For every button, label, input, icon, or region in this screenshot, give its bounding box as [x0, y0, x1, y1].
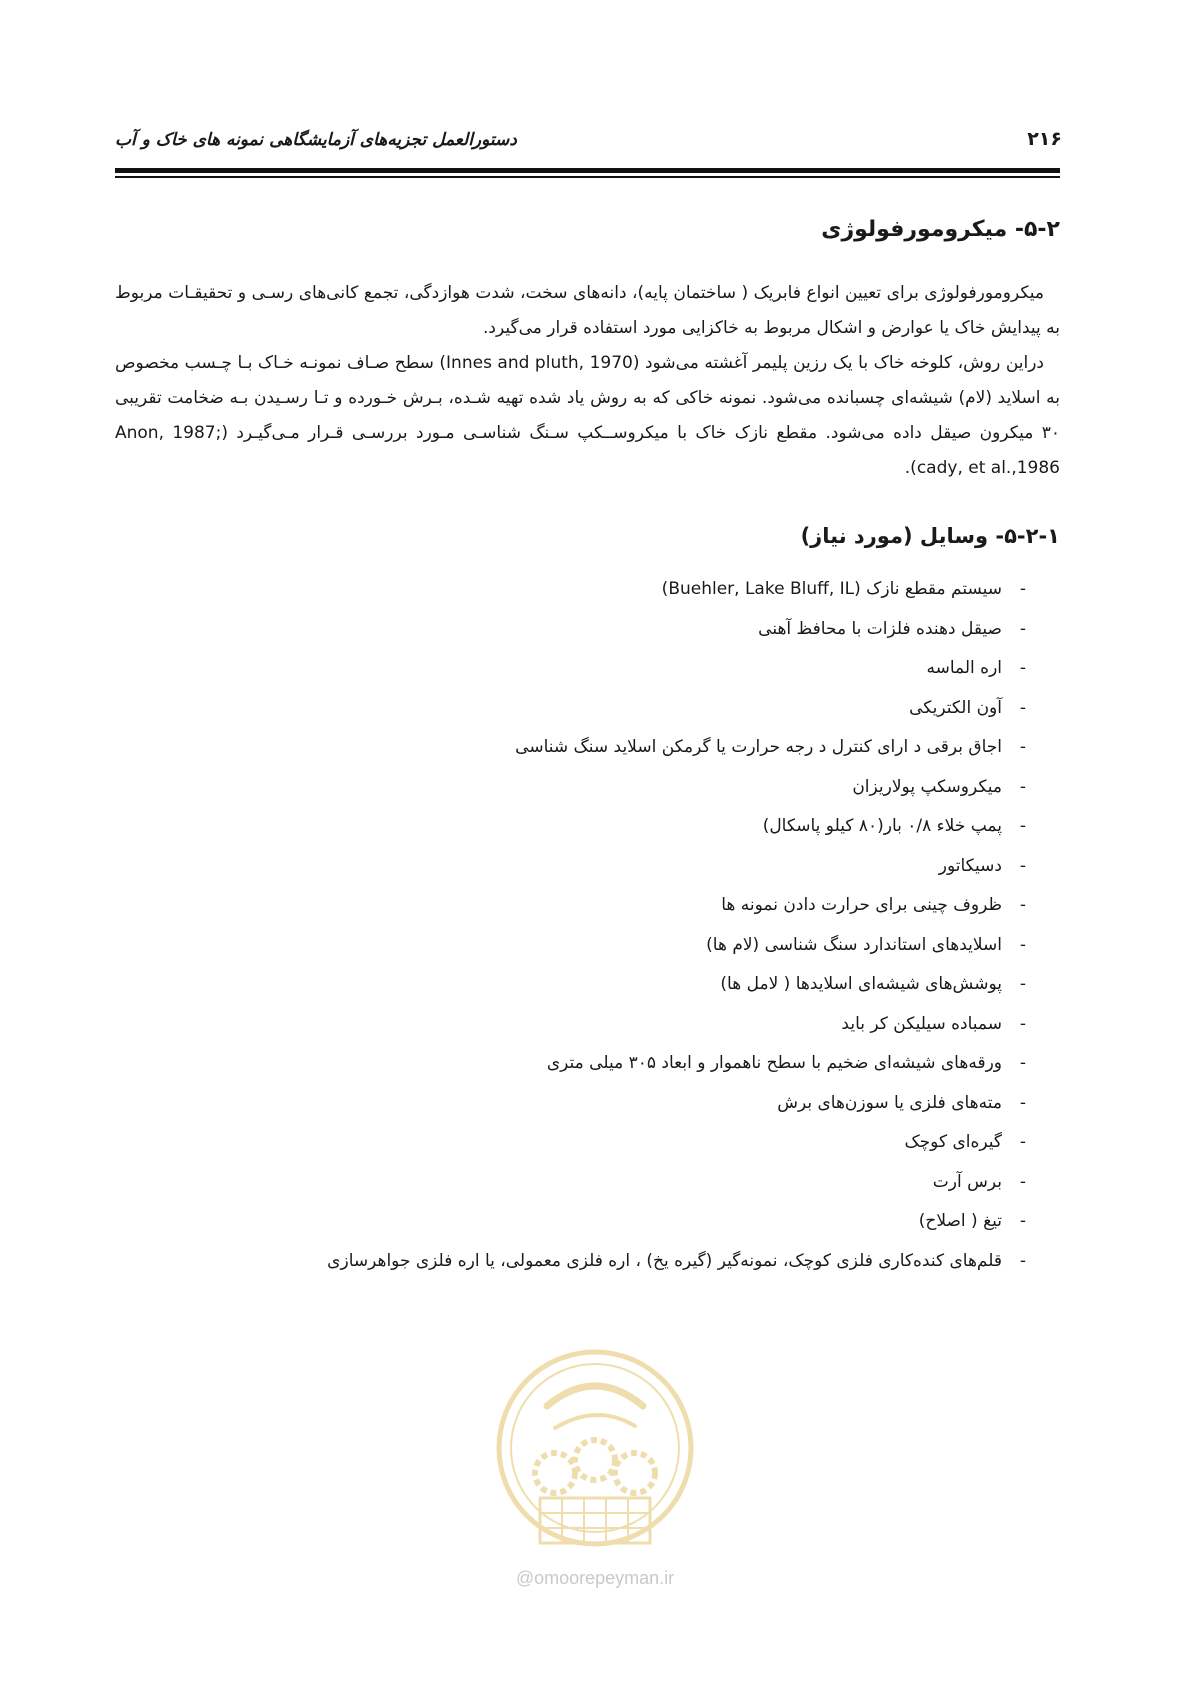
list-dash: - — [1019, 816, 1026, 836]
header-rule-thick — [115, 168, 1060, 173]
equipment-item — [115, 847, 1026, 887]
equipment-item — [115, 1163, 1026, 1203]
list-dash: - — [1019, 579, 1026, 599]
list-dash: - — [1019, 1013, 1026, 1034]
list-dash: - — [1019, 1053, 1026, 1073]
equipment-item — [115, 1084, 1026, 1124]
list-dash: - — [1019, 658, 1026, 678]
equipment-item — [115, 1123, 1026, 1163]
watermark-seal — [485, 1348, 705, 1563]
equipment-item — [115, 886, 1026, 926]
list-dash: - — [1019, 855, 1026, 876]
equipment-label: ظروف چینی برای حرارت دادن نمونه ها — [721, 895, 1002, 915]
equipment-label: اره الماسه — [926, 658, 1002, 678]
list-dash: - — [1019, 1171, 1026, 1192]
equipment-label: سمباده سیلیکن کر باید — [841, 1013, 1002, 1034]
equipment-label: اسلایدهای استاندارد سنگ شناسی (لام ها) — [706, 934, 1002, 955]
equipment-item — [115, 610, 1026, 650]
equipment-label: تیغ ( اصلاح) — [918, 1211, 1002, 1231]
equipment-item — [115, 728, 1026, 768]
subsection-heading: ۵-۲-۱- وسایل (مورد نیاز) — [800, 524, 1060, 548]
equipment-item — [115, 807, 1026, 847]
page-content — [115, 214, 1060, 1281]
list-dash: - — [1019, 737, 1026, 757]
equipment-item — [115, 689, 1026, 729]
equipment-item — [115, 1242, 1026, 1282]
list-dash: - — [1019, 1132, 1026, 1152]
equipment-item — [115, 926, 1026, 966]
equipment-label: سیستم مقطع نازک (Buehler, Lake Bluff, IL) — [661, 579, 1002, 599]
list-dash: - — [1019, 895, 1026, 915]
equipment-item — [115, 1005, 1026, 1045]
list-dash: - — [1019, 974, 1026, 994]
equipment-label: پوشش‌های شیشه‌ای اسلایدها ( لامل ها) — [720, 974, 1002, 994]
equipment-label: صیقل دهنده فلزات با محافظ آهنی — [758, 618, 1002, 639]
equipment-label: آون الکتریکی — [909, 697, 1002, 718]
equipment-item — [115, 649, 1026, 689]
section-heading: ۵-۲- میکرومورفولوژی — [821, 217, 1060, 242]
equipment-label: گیره‌ای کوچک — [904, 1132, 1002, 1152]
equipment-list — [115, 570, 1060, 1281]
equipment-label: ورقه‌های شیشه‌ای ضخیم با سطح ناهموار و ابعاد ۳۰۵ میلی متری — [546, 1053, 1002, 1073]
equipment-label: اجاق برقی د ارای کنترل د رجه حرارت یا گرمکن اسلاید سنگ شناسی — [515, 737, 1002, 757]
equipment-label: برس آرت — [932, 1171, 1002, 1192]
equipment-item — [115, 1044, 1026, 1084]
list-dash: - — [1019, 934, 1026, 955]
list-dash: - — [1019, 776, 1026, 797]
list-dash: - — [1019, 1092, 1026, 1113]
equipment-label: دسیکاتور — [938, 855, 1002, 876]
equipment-label: میکروسکپ پولاریزان — [852, 776, 1002, 797]
equipment-item — [115, 570, 1026, 610]
equipment-item — [115, 965, 1026, 1005]
list-dash: - — [1019, 1250, 1026, 1271]
page-number: ۲۱۶ — [1027, 128, 1062, 150]
list-dash: - — [1019, 618, 1026, 639]
list-dash: - — [1019, 1211, 1026, 1231]
equipment-label: پمپ خلاء ۰/۸ بار(۸۰ کیلو پاسکال) — [762, 816, 1002, 836]
paragraph-method: دراین روش، کلوخه خاک با یک رزین پلیمر آغشته می‌شود (Innes and pluth, 1970) سطح صـاف نمونـه خـاک بـا چـسب مخصوص به اسلاید (لام) شیشه‌ای چسبانده می‌شود. نمونه خاکی که به روش یاد شده تهیه شـده، بـرش خـورده و تـا رسـیدن بـه ضخامت تقریبی ۳۰ میکرون صیقل داده می‌شود. مقطع نازک خاک با میکروســکپ سـنگ شناسـی مـورد بررسـی قـرار مـی‌گیـرد (Anon, 1987; cady, et al.,1986). — [115, 353, 1060, 478]
equipment-item — [115, 1202, 1026, 1242]
header-rule-thin — [115, 176, 1060, 178]
equipment-label: قلم‌های کنده‌کاری فلزی کوچک، نمونه‌گیر (گیره یخ) ، اره فلزی معمولی، یا اره فلزی جواهرسازی — [327, 1250, 1002, 1271]
watermark-text: @omoorepeyman.ir — [515, 1568, 675, 1588]
equipment-label: مته‌های فلزی یا سوزن‌های برش — [777, 1092, 1002, 1113]
running-head: دستورالعمل تجزیه‌های آزمایشگاهی نمونه های خاک و آب — [115, 130, 517, 150]
equipment-item — [115, 768, 1026, 808]
list-dash: - — [1019, 697, 1026, 718]
paragraph-intro: میکرومورفولوژی برای تعیین انواع فابریک ( ساختمان پایه)، دانه‌های سخت، شدت هوازدگی، تجمع کانی‌های رسـی و تحقیقـات مربوط به پیدایش خاک یا عوارض و اشکال مربوط به خاکزایی مورد استفاده قرار می‌گیرد. — [115, 283, 1060, 338]
